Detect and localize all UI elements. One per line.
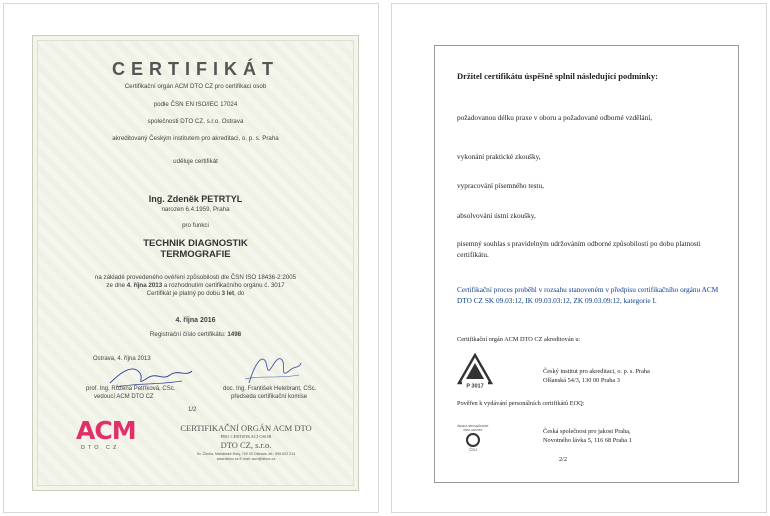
csj-logo-bottom: ČSJ bbox=[469, 447, 477, 453]
conditions-frame bbox=[434, 45, 739, 483]
signer-2-role: předseda certifikační komise bbox=[231, 393, 308, 400]
registration-number: 1498 bbox=[227, 331, 242, 338]
company-line: společnosti DTO CZ, s.r.o. Ostrava bbox=[147, 118, 244, 125]
acm-logo: ACM bbox=[76, 416, 136, 445]
signer-1 bbox=[86, 386, 175, 401]
accreditation-line: akreditovaný Českým institutem pro akreditaci, o. p. s. Praha bbox=[112, 135, 279, 142]
validity-suffix: , do bbox=[234, 290, 245, 297]
condition-item-3: vypracování písemného testu, bbox=[457, 181, 544, 190]
for-function: pro funkci bbox=[182, 222, 209, 229]
conditions-page bbox=[391, 3, 767, 513]
certificate-frame bbox=[32, 35, 359, 491]
holder-name: Ing. Zdeněk PETRTYL bbox=[148, 194, 243, 204]
registration-line bbox=[38, 331, 353, 339]
cia-logo-code: P 3017 bbox=[466, 383, 484, 389]
basis-suffix: a rozhodnutím certifikačního orgánu č. 3017 bbox=[163, 282, 285, 289]
acm-logo-sub: DTO CZ bbox=[81, 445, 120, 451]
signer-2-name: doc. Ing. František Helebrant, CSc. bbox=[223, 386, 317, 392]
certificate-guilloche bbox=[37, 40, 354, 486]
grants-line: uděluje certifikát bbox=[173, 158, 218, 165]
cia-address: Olšanská 54/3, 130 00 Praha 3 bbox=[543, 376, 620, 384]
condition-item-2: vykonání praktické zkoušky, bbox=[457, 152, 541, 161]
cia-name: Český institut pro akreditaci, o. p. s. Praha bbox=[543, 368, 650, 375]
function-line-1: TECHNIK DIAGNOSTIK bbox=[143, 238, 248, 249]
validity-line bbox=[38, 290, 353, 298]
csj-address: Novotného lávka 5, 116 68 Praha 1 bbox=[543, 436, 632, 444]
page-number-1: 1/2 bbox=[188, 407, 197, 413]
signer-1-role: vedoucí ACM DTO CZ bbox=[94, 393, 154, 400]
condition-item-5: písemný souhlas s pravidelným udržováním odborné způsobilosti po dobu platnosti certifikátu. bbox=[457, 239, 701, 259]
condition-item-1: požadovanou délku praxe v oboru a požadované odborné vzdělání, bbox=[457, 113, 653, 122]
signer-2 bbox=[223, 386, 316, 401]
signer-1-name: prof. Ing. Růžena Petříková, CSc. bbox=[86, 386, 176, 392]
authorized-line: Pověřen k vydávání personálních certifikátů EOQ: bbox=[457, 400, 585, 407]
cia-info bbox=[543, 368, 770, 385]
org-address: Sv. Čecha, Mariánské Hory, 709 00 Ostrava, tel.: 595 622 214 bbox=[196, 452, 296, 456]
issuer-line: Certifikační orgán ACM DTO CZ pro certifikaci osob bbox=[124, 83, 267, 90]
csj-logo-ring-icon bbox=[466, 433, 480, 447]
certificate-page bbox=[3, 3, 379, 513]
process-text: Certifikační proces proběhl v rozsahu stanoveném v předpisu certifikačního orgánu ACM DTO CZ SK 09.03:12, IK 09.03.03:12, ZK 09.03.09:12, kategorie I. bbox=[457, 285, 719, 305]
holder-birth: narozen 6.4.1959, Praha bbox=[161, 206, 230, 213]
org-line-3: DTO CZ, s.r.o. bbox=[220, 440, 272, 450]
org-line-2: PRO CERTIFIKACI OSOB bbox=[220, 434, 272, 439]
cia-accreditation-logo bbox=[457, 353, 493, 389]
validity-prefix: Certifikát je platný po dobu bbox=[146, 290, 220, 297]
basis-line-2 bbox=[38, 282, 353, 290]
place-date: Ostrava, 4. října 2013 bbox=[93, 356, 151, 362]
signature-2 bbox=[243, 349, 303, 389]
function-line-2: TERMOGRAFIE bbox=[160, 249, 231, 260]
csj-logo bbox=[455, 425, 491, 452]
registration-label: Registrační číslo certifikátu: bbox=[149, 331, 226, 338]
org-line-1: CERTIFIKAČNÍ ORGÁN ACM DTO bbox=[180, 423, 312, 433]
accredited-by: Certifikační orgán ACM DTO CZ akreditován u: bbox=[457, 336, 581, 343]
csj-name: Česká společnost pro jakost Praha, bbox=[543, 428, 631, 435]
csj-info bbox=[543, 428, 770, 445]
basis-prefix: ze dne bbox=[106, 282, 125, 289]
condition-item-4: absolvování ústní zkoušky, bbox=[457, 211, 536, 220]
org-web: www.dtocz.cz E-mail: acm@dtocz.cz bbox=[216, 457, 276, 461]
valid-until: 4. října 2016 bbox=[175, 317, 216, 324]
basis-date: 4. října 2013 bbox=[126, 282, 163, 289]
validity-years: 3 let bbox=[221, 290, 235, 297]
standard-line: podle ČSN EN ISO/IEC 17024 bbox=[153, 101, 238, 108]
basis-line-1: na základě provedeného ověření způsobilosti dle ČSN ISO 18436-2:2005 bbox=[94, 274, 297, 281]
certificate-title: CERTIFIKÁT bbox=[112, 59, 279, 79]
conditions-heading: Držitel certifikátu úspěšně splnil následující podmínky: bbox=[457, 71, 658, 81]
csj-logo-top: ČESKÁ SPOLEČNOST PRO JAKOST bbox=[457, 424, 489, 432]
page-number-2: 2/2 bbox=[559, 456, 568, 463]
